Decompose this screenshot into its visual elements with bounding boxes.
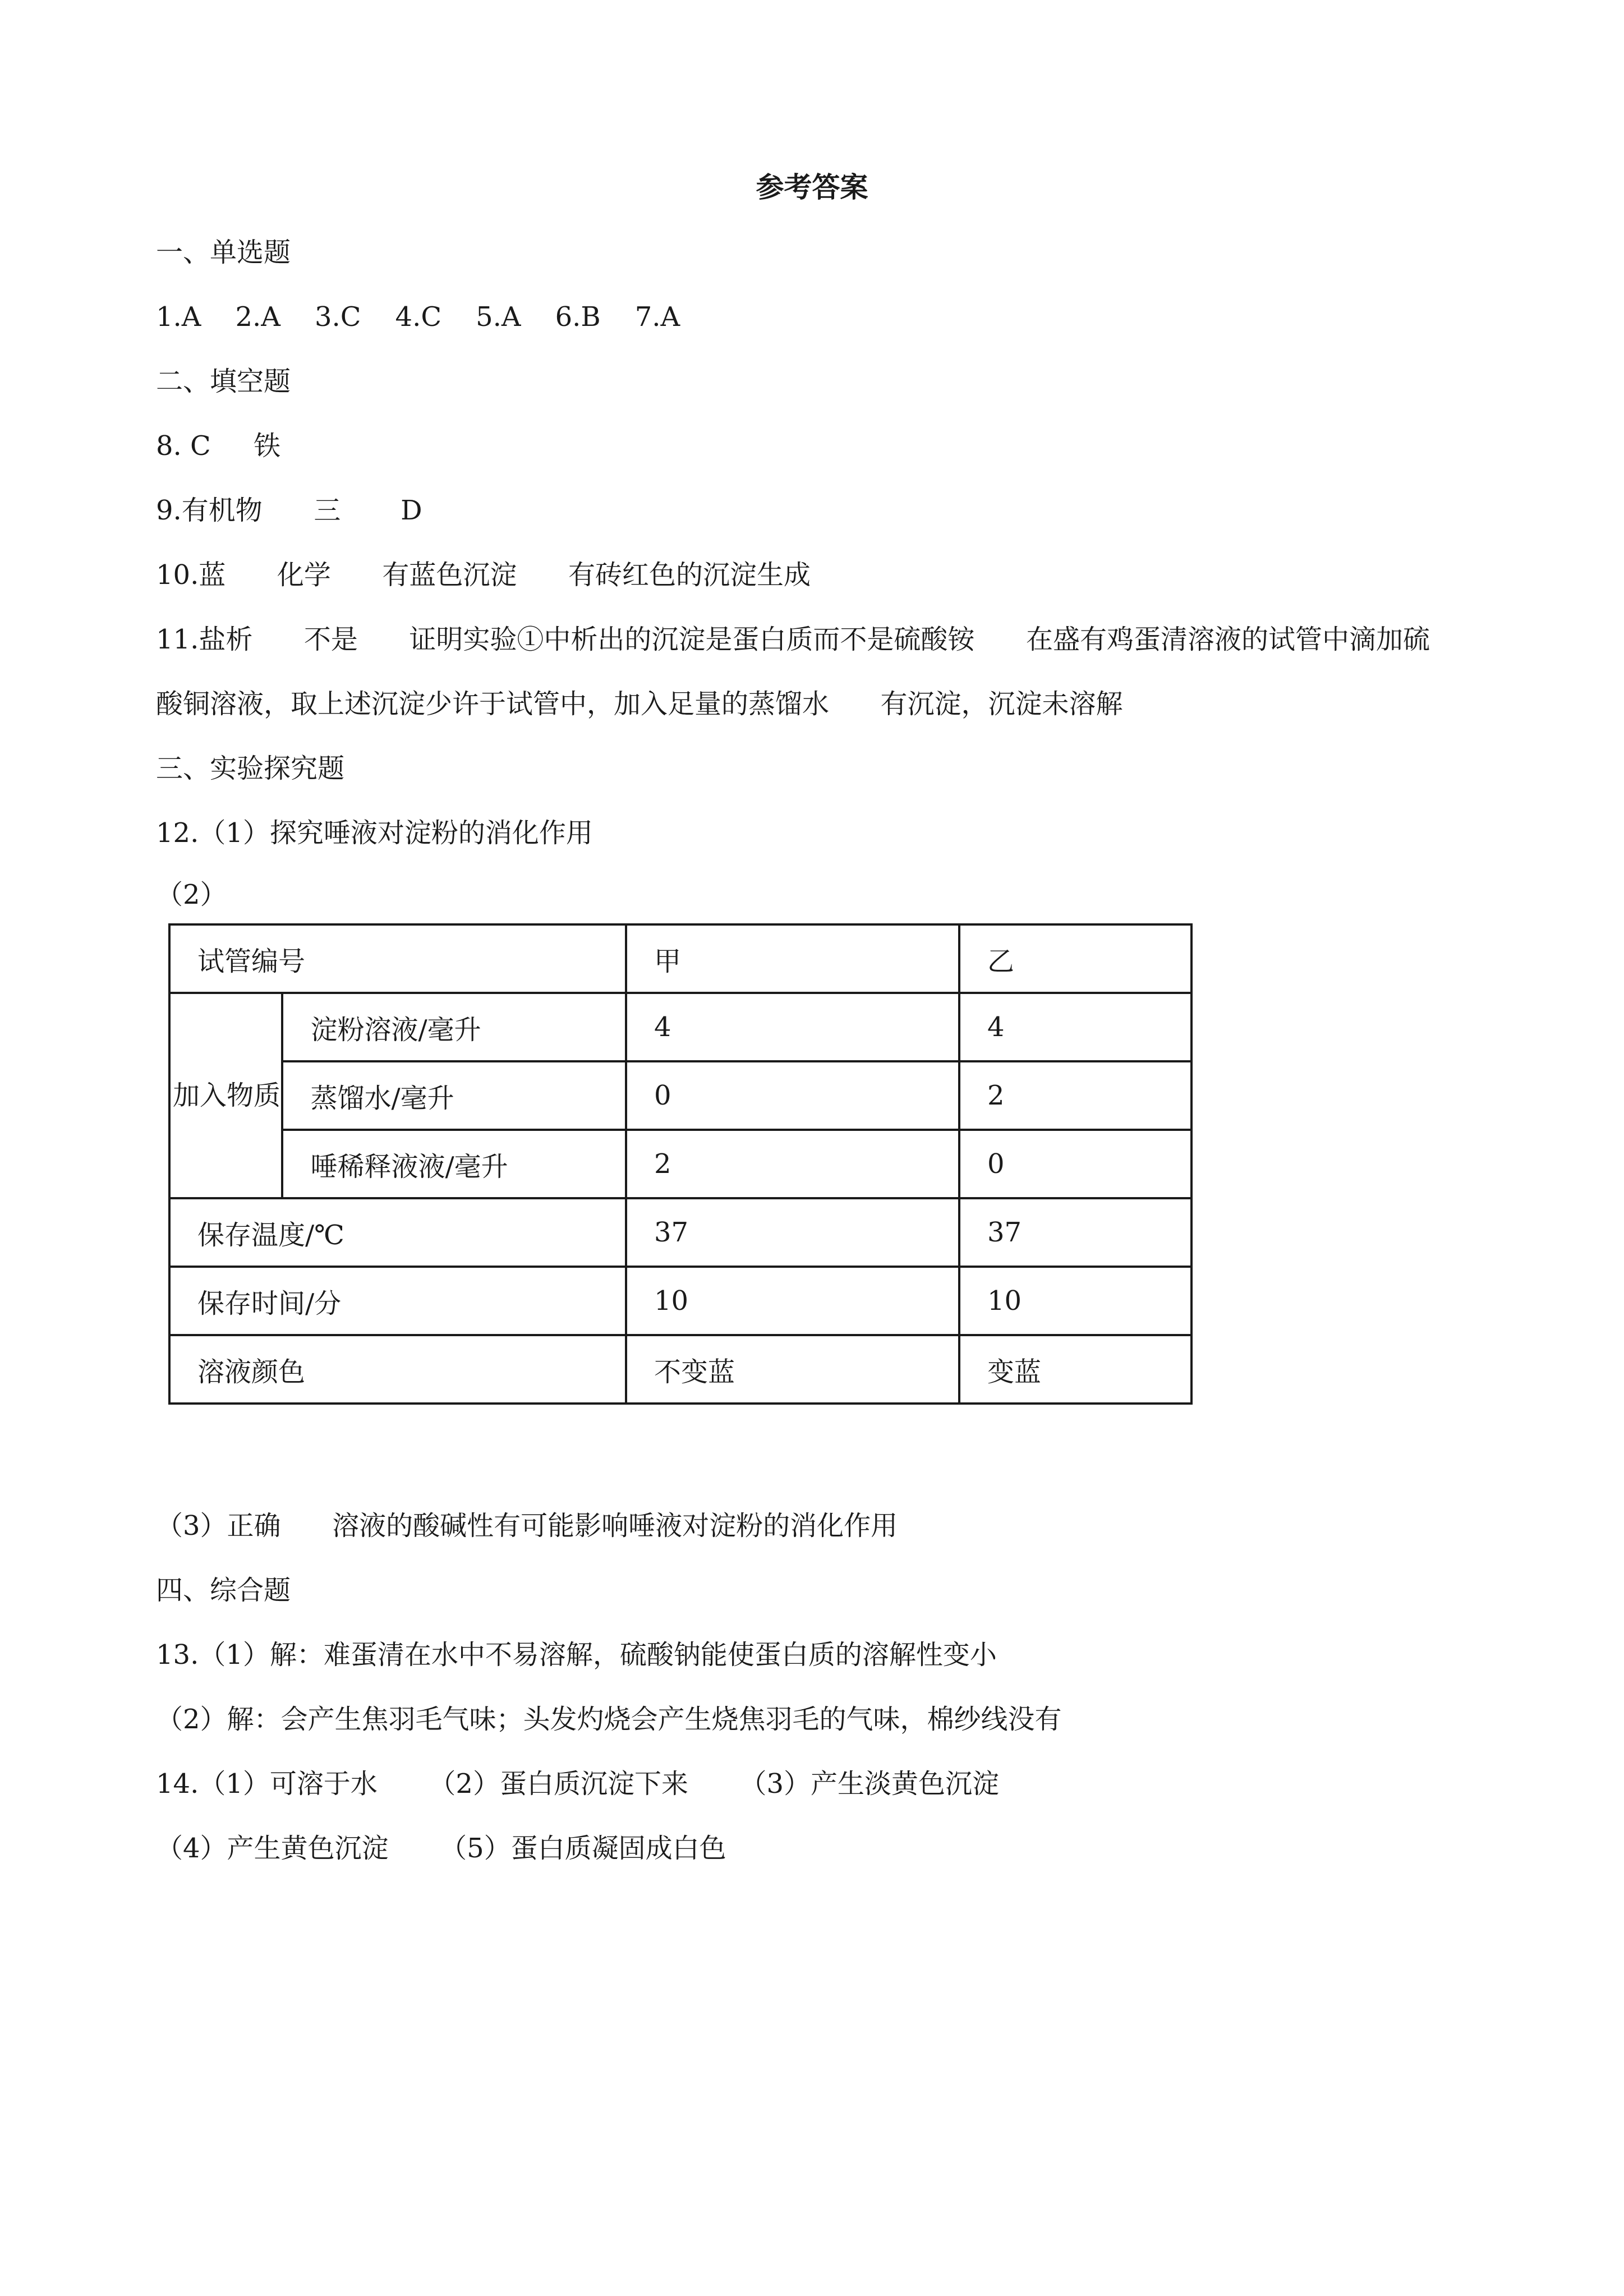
- table-cell: 37: [626, 1198, 959, 1267]
- answer-q12-part1: 12.（1）探究唾液对淀粉的消化作用: [156, 817, 593, 849]
- table-cell-label: 蒸馏水/毫升: [282, 1061, 626, 1130]
- answer-q12-part2-label: （2）: [156, 879, 227, 910]
- table-cell-label: 溶液颜色: [169, 1335, 626, 1404]
- table-cell-label: 唾稀释液液/毫升: [282, 1130, 626, 1198]
- table-cell: 0: [626, 1061, 959, 1130]
- section-heading-experiment: 三、实验探究题: [156, 753, 345, 784]
- table-cell-label: 淀粉溶液/毫升: [282, 993, 626, 1061]
- table-cell: 不变蓝: [626, 1335, 959, 1404]
- section-heading-fill-blank: 二、填空题: [156, 366, 291, 397]
- section-heading-single-choice: 一、单选题: [156, 237, 291, 268]
- table-cell: 37: [959, 1198, 1191, 1267]
- table-cell: 0: [959, 1130, 1191, 1198]
- table-cell: 2: [626, 1130, 959, 1198]
- section-heading-comprehensive: 四、综合题: [156, 1575, 291, 1606]
- table-row: [169, 1130, 1191, 1198]
- answer-q11-line2: 酸铜溶液，取上述沉淀少许于试管中，加入足量的蒸馏水 有沉淀，沉淀未溶解: [156, 688, 1123, 720]
- answer-q8: 8. C 铁: [156, 430, 281, 462]
- table-group-label: 加入物质: [169, 993, 282, 1198]
- answer-q13-part1: 13.（1）解：难蛋清在水中不易溶解，硫酸钠能使蛋白质的溶解性变小: [156, 1639, 997, 1671]
- answer-q14-line1: 14.（1）可溶于水 （2）蛋白质沉淀下来 （3）产生淡黄色沉淀: [156, 1768, 1000, 1800]
- table-cell: 10: [626, 1267, 959, 1335]
- table-header-row: [169, 924, 1191, 993]
- table-cell: 4: [959, 993, 1191, 1061]
- table-header-cell: 试管编号: [169, 924, 626, 993]
- table-cell: 变蓝: [959, 1335, 1191, 1404]
- table-header-cell: 甲: [626, 924, 959, 993]
- table-row: [169, 1061, 1191, 1130]
- answer-q12-part3: （3）正确 溶液的酸碱性有可能影响唾液对淀粉的消化作用: [156, 1510, 898, 1542]
- table-cell: 10: [959, 1267, 1191, 1335]
- experiment-table: [168, 923, 1193, 1405]
- table-row: [169, 1335, 1191, 1404]
- table-row: [169, 1198, 1191, 1267]
- table-cell: 4: [626, 993, 959, 1061]
- answer-q10: 10.蓝 化学 有蓝色沉淀 有砖红色的沉淀生成: [156, 559, 811, 591]
- answer-q1-7: 1.A 2.A 3.C 4.C 5.A 6.B 7.A: [156, 301, 680, 333]
- table-row: [169, 1267, 1191, 1335]
- table-row: [169, 993, 1191, 1061]
- answer-q11-line1: 11.盐析 不是 证明实验①中析出的沉淀是蛋白质而不是硫酸铵 在盛有鸡蛋清溶液的试管中滴加硫: [156, 624, 1430, 655]
- page-title: 参考答案: [756, 171, 868, 204]
- table-cell: 2: [959, 1061, 1191, 1130]
- table-header-cell: 乙: [959, 924, 1191, 993]
- table-cell-label: 保存温度/℃: [169, 1198, 626, 1267]
- answer-q9: 9.有机物 三 D: [156, 495, 422, 526]
- answer-q14-line2: （4）产生黄色沉淀 （5）蛋白质凝固成白色: [156, 1833, 726, 1864]
- table-cell-label: 保存时间/分: [169, 1267, 626, 1335]
- answer-q13-part2: （2）解：会产生焦羽毛气味；头发灼烧会产生烧焦羽毛的气味，棉纱线没有: [156, 1704, 1062, 1735]
